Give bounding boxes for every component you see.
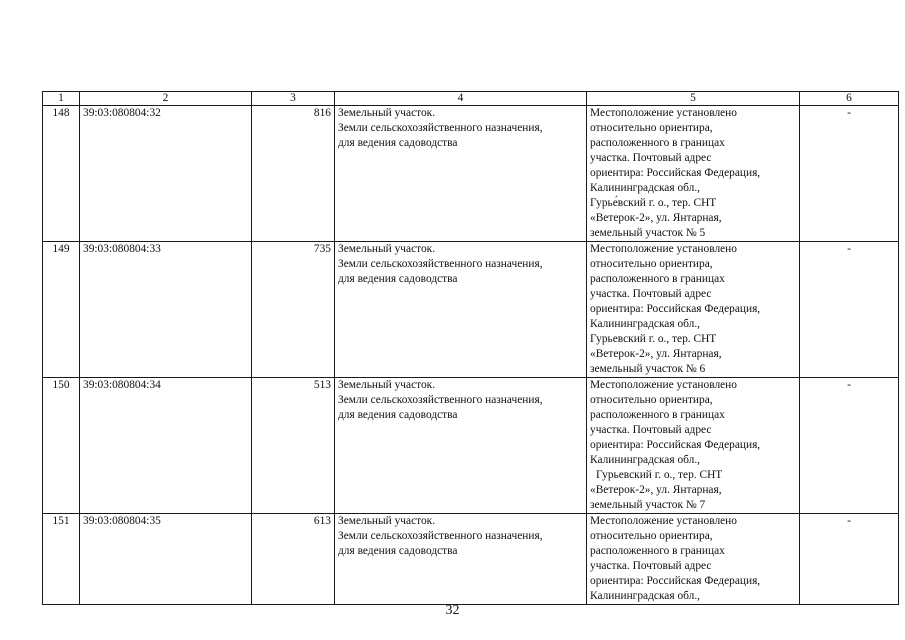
column-header-1: 1 — [43, 92, 80, 106]
description-line: для ведения садоводства — [338, 273, 458, 285]
location-line: относительно ориентира, — [590, 122, 713, 134]
location-line: «Ветерок-2», ул. Янтарная, — [590, 212, 722, 224]
plot-location — [587, 514, 800, 605]
row-number: 151 — [43, 514, 80, 605]
location-line: расположенного в границах — [590, 273, 725, 285]
encumbrance-mark: - — [800, 242, 899, 378]
description-line: Земли сельскохозяйственного назначения, — [338, 530, 543, 542]
description-line: Земли сельскохозяйственного назначения, — [338, 258, 543, 270]
land-plot-table — [42, 91, 899, 605]
location-line: «Ветерок-2», ул. Янтарная, — [590, 484, 722, 496]
location-line: земельный участок № 7 — [590, 499, 706, 511]
column-header-6: 6 — [800, 92, 899, 106]
location-line: относительно ориентира, — [590, 394, 713, 406]
column-header-5: 5 — [587, 92, 800, 106]
location-line: Калининградская обл., — [590, 182, 701, 194]
description-line: Земельный участок. — [338, 243, 436, 255]
location-line: Гурьевский г. о., тер. СНТ — [590, 333, 717, 345]
location-line: Местоположение установлено — [590, 515, 737, 527]
row-number: 150 — [43, 378, 80, 514]
plot-location — [587, 378, 800, 514]
location-line: ориентира: Российская Федерация, — [590, 167, 761, 179]
column-header-4: 4 — [335, 92, 587, 106]
description-line: для ведения садоводства — [338, 409, 458, 421]
location-line: расположенного в границах — [590, 545, 725, 557]
description-line: для ведения садоводства — [338, 137, 458, 149]
location-line: Местоположение установлено — [590, 379, 737, 391]
column-header-2: 2 — [80, 92, 252, 106]
plot-description — [335, 378, 587, 514]
description-line: Земли сельскохозяйственного назначения, — [338, 394, 543, 406]
description-line: для ведения садоводства — [338, 545, 458, 557]
plot-description — [335, 242, 587, 378]
row-number: 149 — [43, 242, 80, 378]
plot-description — [335, 106, 587, 242]
location-line: относительно ориентира, — [590, 530, 713, 542]
location-line: Калининградская обл., — [590, 454, 701, 466]
plot-area: 816 — [252, 106, 335, 242]
column-header-3: 3 — [252, 92, 335, 106]
plot-location — [587, 106, 800, 242]
plot-location — [587, 242, 800, 378]
description-line: Земельный участок. — [338, 379, 436, 391]
plot-area: 735 — [252, 242, 335, 378]
encumbrance-mark: - — [800, 378, 899, 514]
location-line: участка. Почтовый адрес — [590, 424, 712, 436]
location-line: Местоположение установлено — [590, 107, 737, 119]
cadastral-number: 39:03:080804:35 — [80, 514, 252, 605]
description-line: Земельный участок. — [338, 107, 436, 119]
location-line: ориентира: Российская Федерация, — [590, 575, 761, 587]
cadastral-number: 39:03:080804:34 — [80, 378, 252, 514]
table-row — [43, 514, 899, 605]
location-line: участка. Почтовый адрес — [590, 288, 712, 300]
encumbrance-mark: - — [800, 514, 899, 605]
description-line: Земельный участок. — [338, 515, 436, 527]
location-line: Гурье́вский г. о., тер. СНТ — [590, 197, 717, 209]
location-line: относительно ориентира, — [590, 258, 713, 270]
location-line: участка. Почтовый адрес — [590, 560, 712, 572]
location-line: ориентира: Российская Федерация, — [590, 439, 761, 451]
location-line: «Ветерок-2», ул. Янтарная, — [590, 348, 722, 360]
encumbrance-mark: - — [800, 106, 899, 242]
table-row — [43, 106, 899, 242]
plot-description — [335, 514, 587, 605]
table-row — [43, 378, 899, 514]
location-line: земельный участок № 6 — [590, 363, 706, 375]
location-line: расположенного в границах — [590, 409, 725, 421]
cadastral-number: 39:03:080804:32 — [80, 106, 252, 242]
location-line: Калининградская обл., — [590, 590, 701, 602]
table-row — [43, 242, 899, 378]
header-row — [43, 92, 899, 106]
description-line: Земли сельскохозяйственного назначения, — [338, 122, 543, 134]
location-line: расположенного в границах — [590, 137, 725, 149]
plot-area: 513 — [252, 378, 335, 514]
table-body — [43, 106, 899, 605]
location-line: земельный участок № 5 — [590, 227, 706, 239]
location-line: участка. Почтовый адрес — [590, 152, 712, 164]
plot-area: 613 — [252, 514, 335, 605]
location-line: ориентира: Российская Федерация, — [590, 303, 761, 315]
location-line: Калининградская обл., — [590, 318, 701, 330]
location-line: Гурьевский г. о., тер. СНТ — [596, 469, 723, 481]
location-line: Местоположение установлено — [590, 243, 737, 255]
cadastral-number: 39:03:080804:33 — [80, 242, 252, 378]
row-number: 148 — [43, 106, 80, 242]
page-number: 32 — [445, 603, 460, 618]
